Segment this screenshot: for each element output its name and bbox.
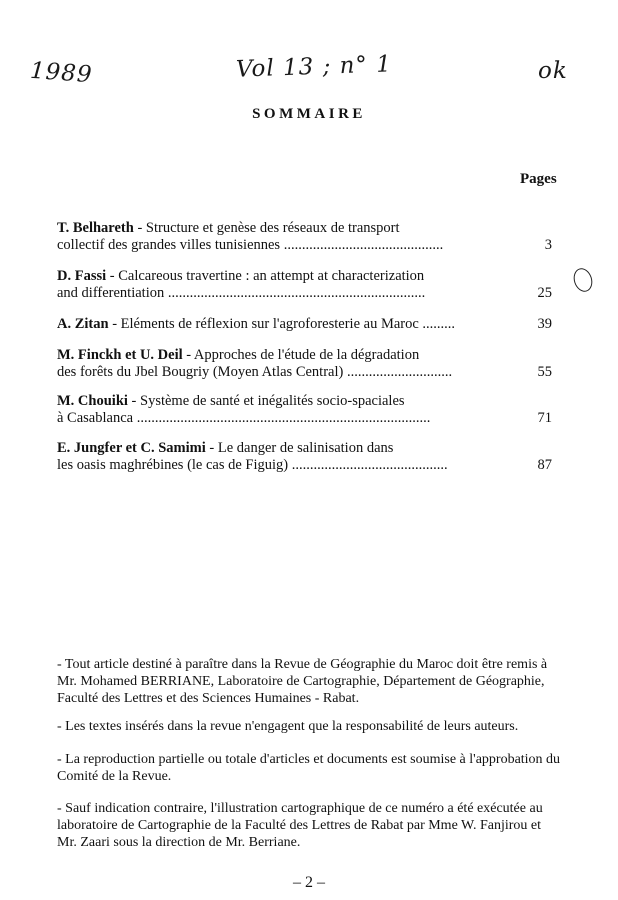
toc-title-line: les oasis maghrébines (le cas de Figuig) ...........................................: [57, 457, 448, 473]
note-paragraph: [57, 751, 561, 785]
toc-title-line: and differentiation .......................................................................: [57, 285, 426, 301]
note-line: - Tout article destiné à paraître dans la Revue de Géographie du Maroc doit être remis à: [57, 657, 548, 672]
toc-author: T. Belhareth: [57, 220, 134, 236]
note-line: Mr. Zaari sous la direction de Mr. Berriane.: [57, 835, 301, 850]
toc-page-number: 39: [537, 316, 552, 332]
toc-title-line: des forêts du Jbel Bougriy (Moyen Atlas Central) .............................: [57, 364, 453, 380]
toc-title-line: - Structure et genèse des réseaux de transport: [133, 220, 400, 236]
toc-title-line: - Eléments de réflexion sur l'agroforesterie au Maroc .........: [108, 316, 456, 332]
handwritten-volume: Vol 13 ; n° 1: [235, 51, 393, 83]
note-line: Mr. Mohamed BERRIANE, Laboratoire de Cartographie, Département de Géographie,: [57, 674, 545, 689]
toc-entry: [57, 440, 557, 474]
toc-author: D. Fassi: [57, 268, 107, 284]
note-line: laboratoire de Cartographie de la Faculté des Lettres de Rabat par Mme W. Fanjirou et: [57, 818, 542, 833]
toc-author: M. Finckh et U. Deil: [57, 347, 183, 363]
toc-entry: [57, 268, 557, 302]
note-line: Comité de la Revue.: [57, 769, 172, 784]
toc-entry: [57, 220, 557, 254]
toc-page-number: 25: [537, 285, 552, 301]
handwritten-check: ok: [538, 58, 568, 84]
toc-page-number: 87: [537, 457, 552, 473]
toc-page-number: 3: [544, 237, 552, 253]
toc-author: E. Jungfer et C. Samimi: [57, 440, 206, 456]
toc-author: M. Chouiki: [57, 393, 128, 409]
toc-entry: [57, 393, 557, 427]
note-line: Faculté des Lettres et des Sciences Humaines - Rabat.: [57, 691, 360, 706]
note-paragraph: [57, 800, 557, 851]
toc-author: A. Zitan: [57, 316, 109, 332]
note-paragraph: [57, 656, 557, 707]
toc-page-number: 55: [537, 364, 552, 380]
page-number: – 2 –: [293, 874, 325, 891]
toc-title-line: à Casablanca .................................................................................: [57, 410, 431, 426]
toc-title-line: - Le danger de salinisation dans: [205, 440, 394, 456]
toc-entry: [57, 316, 557, 333]
toc-title-line: collectif des grandes villes tunisiennes ............................................: [57, 237, 444, 253]
toc-page-number: 71: [537, 410, 552, 426]
toc-title-line: - Calcareous travertine : an attempt at characterization: [106, 268, 425, 284]
note-line: - La reproduction partielle ou totale d'articles et documents est soumise à l'approbation du: [57, 752, 561, 767]
pages-column-header: Pages: [520, 171, 557, 187]
note-line: - Sauf indication contraire, l'illustration cartographique de ce numéro a été exécutée au: [57, 801, 543, 816]
toc-title-line: - Système de santé et inégalités socio-spaciales: [127, 393, 405, 409]
handwritten-circle-mark: [571, 266, 596, 294]
note-paragraph: [57, 718, 557, 735]
note-line: - Les textes insérés dans la revue n'engagent que la responsabilité de leurs auteurs.: [57, 719, 519, 734]
toc-title-line: - Approches de l'étude de la dégradation: [182, 347, 420, 363]
handwritten-year: 1989: [29, 57, 94, 89]
toc-entry: [57, 347, 557, 381]
page-title: SOMMAIRE: [252, 106, 366, 122]
